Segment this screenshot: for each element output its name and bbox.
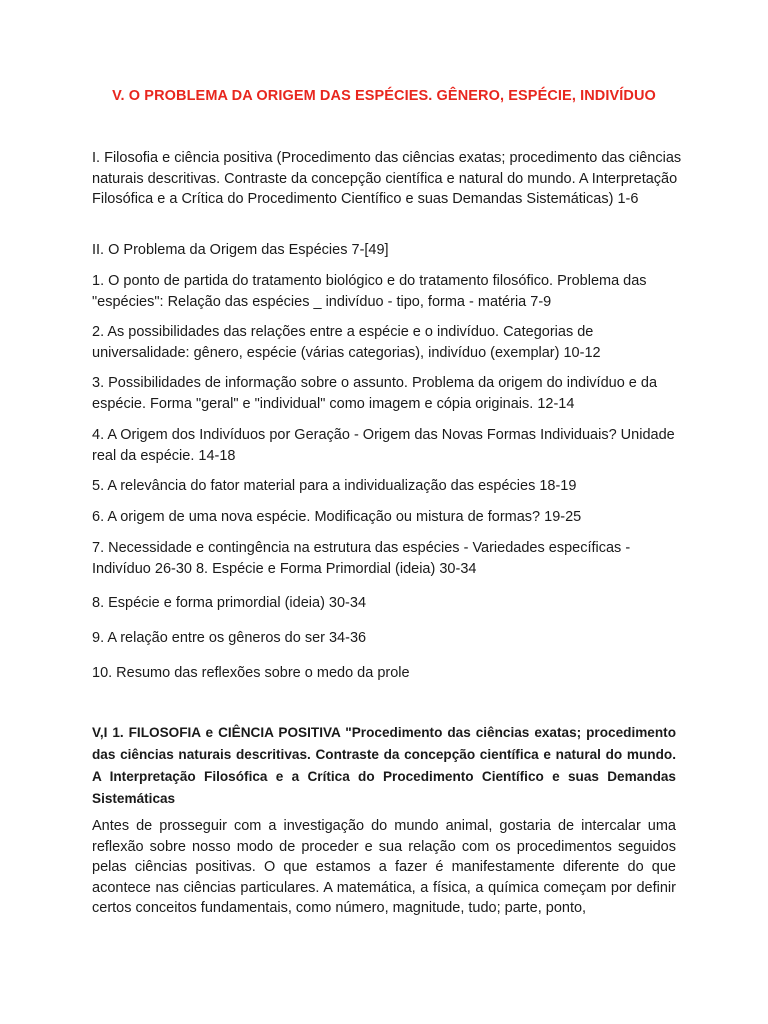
toc-item: 9. A relação entre os gêneros do ser 34-36 [92, 630, 367, 646]
toc-item: 8. Espécie e forma primordial (ideia) 30-34 [92, 595, 367, 611]
toc-item: I. Filosofia e ciência positiva (Procedimento das ciências exatas; procedimento das ciências naturais descritivas. Contraste da concepção científica e natural do mundo. A Interpretação Filosófica e a Crítica do Procedimento Científico e suas Demandas Sistemáticas) 1-6 [92, 150, 682, 207]
section-heading: V,I 1. FILOSOFIA e CIÊNCIA POSITIVA "Procedimento das ciências exatas; procedimento das ciências naturais descritivas. Contraste da concepção científica e natural do mundo. A Interpretação Filosófica e a Crítica do Procedimento Científico e suas Demandas Sistemáticas [92, 725, 676, 806]
toc-item: 5. A relevância do fator material para a individualização das espécies 18-19 [92, 478, 577, 494]
document-title: V. O PROBLEMA DA ORIGEM DAS ESPÉCIES. GÊNERO, ESPÉCIE, INDIVÍDUO [112, 88, 656, 104]
toc-item: 3. Possibilidades de informação sobre o assunto. Problema da origem do indivíduo e da espécie. Forma "geral" e "individual" como imagem e cópia originais. 12-14 [92, 375, 658, 412]
toc-item: 1. O ponto de partida do tratamento biológico e do tratamento filosófico. Problema das "espécies": Relação das espécies _ indivíduo - tipo, forma - matéria 7-9 [92, 273, 647, 310]
toc-item: 10. Resumo das reflexões sobre o medo da prole [92, 665, 410, 681]
toc-item: 4. A Origem dos Indivíduos por Geração - Origem das Novas Formas Individuais? Unidade real da espécie. 14-18 [92, 427, 675, 464]
body-paragraph: Antes de prosseguir com a investigação do mundo animal, gostaria de intercalar uma reflexão sobre nosso modo de proceder e sua relação com os procedimentos seguidos pelas ciências positivas. O que estamos a fazer é manifestamente diferente do que acontece nas ciências particulares. A matemática, a física, a química começam por definir certos conceitos fundamentais, como número, magnitude, tudo; parte, ponto, [92, 818, 676, 916]
toc-item: 6. A origem de uma nova espécie. Modificação ou mistura de formas? 19-25 [92, 509, 582, 525]
toc-item: II. O Problema da Origem das Espécies 7-[49] [92, 242, 389, 258]
toc-item: 7. Necessidade e contingência na estrutura das espécies - Variedades específicas - Indivíduo 26-30 8. Espécie e Forma Primordial (ideia) 30-34 [92, 540, 631, 577]
toc-item: 2. As possibilidades das relações entre a espécie e o indivíduo. Categorias de universalidade: gênero, espécie (várias categorias), indivíduo (exemplar) 10-12 [92, 324, 601, 361]
